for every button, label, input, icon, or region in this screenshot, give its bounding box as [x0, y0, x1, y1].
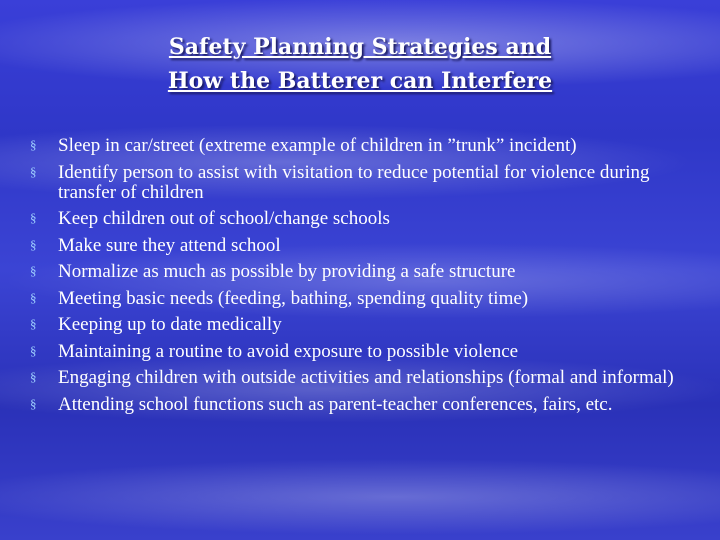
- slide-title-line-2: How the Batterer can Interfere: [167, 68, 553, 94]
- bullet-item: [30, 289, 680, 309]
- section-sign-bullet-icon: §: [30, 236, 37, 252]
- bullet-text: Identify person to assist with visitation to reduce potential for violence during transfer of children: [58, 161, 650, 203]
- section-sign-bullet-icon: §: [30, 289, 37, 305]
- bullet-item: [30, 315, 680, 335]
- slide-title-line-1: Safety Planning Strategies and: [168, 34, 552, 60]
- section-sign-bullet-icon: §: [30, 163, 37, 179]
- bullet-item: [30, 342, 680, 362]
- bullet-item: [30, 136, 680, 156]
- bullet-item: [30, 395, 680, 415]
- bullet-text: Attending school functions such as parent-teacher conferences, fairs, etc.: [58, 393, 613, 415]
- section-sign-bullet-icon: §: [30, 369, 37, 384]
- bullet-text: Maintaining a routine to avoid exposure to possible violence: [58, 340, 519, 362]
- bullet-item: [30, 368, 680, 388]
- section-sign-bullet-icon: §: [30, 137, 37, 152]
- bullet-item: [30, 236, 680, 256]
- slide-title: [0, 30, 720, 98]
- section-sign-bullet-icon: §: [30, 316, 37, 331]
- bullet-text: Normalize as much as possible by providing a safe structure: [58, 261, 516, 282]
- section-sign-bullet-icon: §: [30, 263, 37, 278]
- bullet-text: Make sure they attend school: [58, 234, 281, 256]
- bullet-text: Keep children out of school/change schools: [58, 208, 390, 229]
- bullet-text: Meeting basic needs (feeding, bathing, spending quality time): [58, 287, 529, 309]
- bullet-text: Sleep in car/street (extreme example of children in ”trunk” incident): [58, 135, 577, 156]
- bullet-text: Keeping up to date medically: [58, 314, 282, 335]
- bullet-item: [30, 262, 680, 282]
- section-sign-bullet-icon: §: [30, 210, 37, 225]
- bullet-list: [30, 136, 680, 421]
- section-sign-bullet-icon: §: [30, 342, 37, 358]
- section-sign-bullet-icon: §: [30, 395, 37, 411]
- bullet-text: Engaging children with outside activities and relationships (formal and informal): [58, 367, 674, 388]
- bullet-item: [30, 209, 680, 229]
- bullet-item: [30, 163, 680, 203]
